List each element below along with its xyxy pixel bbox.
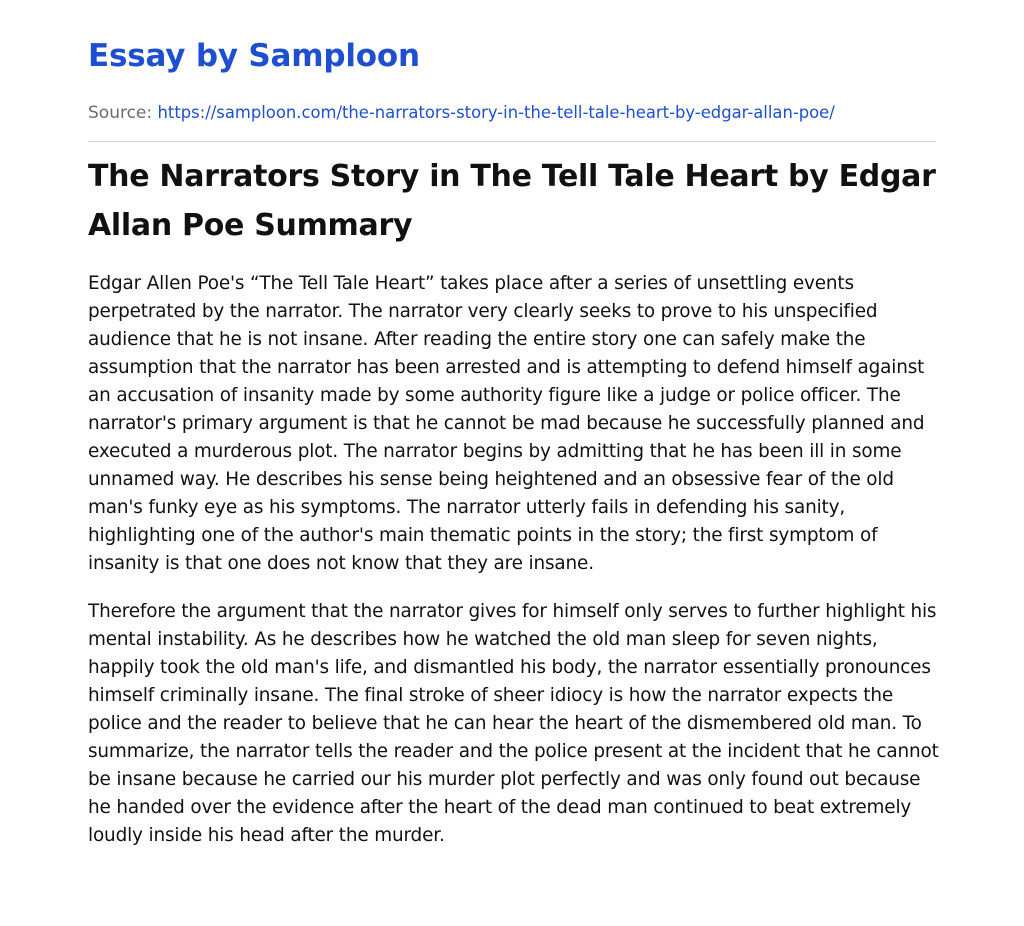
- article-paragraph: Edgar Allen Poe's “The Tell Tale Heart” takes place after a series of unsettling events perpetrated by the narrator. The narrator very clearly seeks to prove to his unspecified audience that he is not insane. After reading the entire story one can safely make the assumption that the narrator has been arrested and is attempting to defend himself against an accusation of insanity made by some authority figure like a judge or police officer. The narrator's primary argument is that he cannot be mad because he successfully planned and executed a murderous plot. The narrator begins by admitting that he has been ill in some unnamed way. He describes his sense being heightened and an obsessive fear of the old man's funky eye as his symptoms. The narrator utterly fails in defending his sanity, highlighting one of the author's main thematic points in the story; the first symptom of insanity is that one does not know that they are insane.: [88, 273, 925, 574]
- source-line: [88, 101, 835, 125]
- article-paragraph: Therefore the argument that the narrator gives for himself only serves to further highlight his mental instability. As he describes how he watched the old man sleep for seven nights, happily took the old man's life, and dismantled his body, the narrator essentially pronounces himself criminally insane. The final stroke of sheer idiocy is how the narrator expects the police and the reader to believe that he can hear the heart of the dismembered old man. To summarize, the narrator tells the reader and the police present at the incident that he cannot be insane because he carried our his murder plot perfectly and was only found out because he handed over the evidence after the heart of the dead man continued to beat extremely loudly inside his head after the murder.: [88, 601, 939, 846]
- article-body: [88, 270, 940, 870]
- site-brand[interactable]: Essay by Samploon: [88, 38, 420, 74]
- source-label: Source:: [88, 103, 153, 123]
- source-link[interactable]: https://samploon.com/the-narrators-story-in-the-tell-tale-heart-by-edgar-allan-poe/: [157, 103, 835, 122]
- article-title: The Narrators Story in The Tell Tale Heart by Edgar Allan Poe Summary: [88, 159, 936, 243]
- header-divider: [88, 141, 936, 142]
